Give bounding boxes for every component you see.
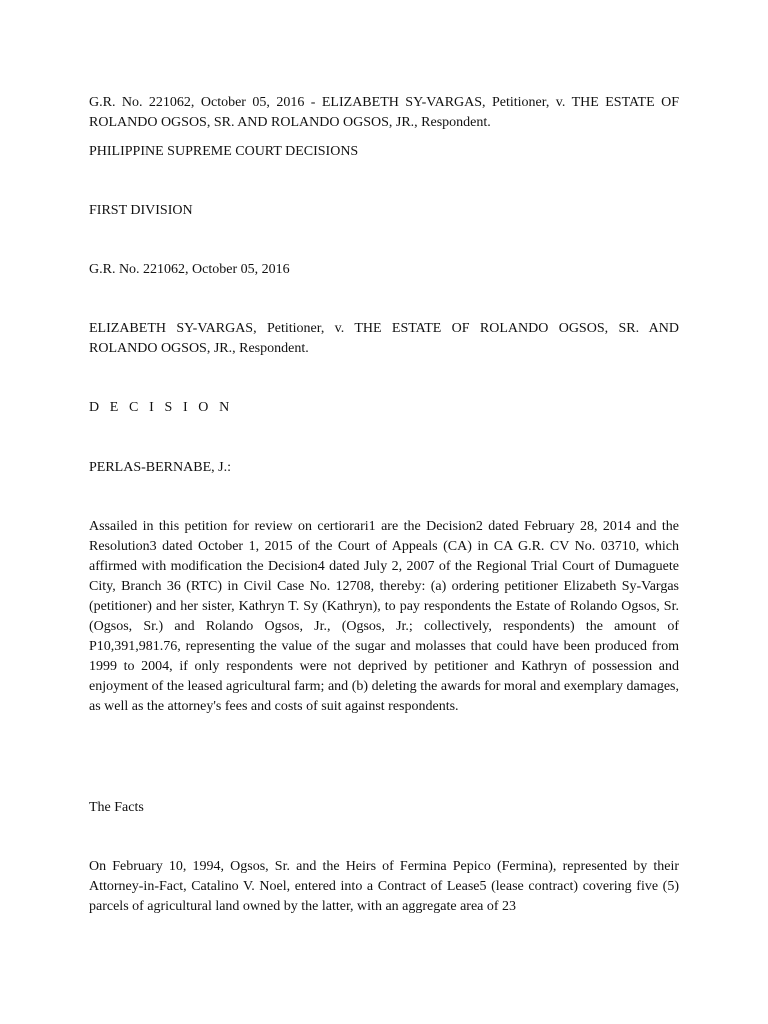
- facts-heading: The Facts: [89, 800, 144, 815]
- facts-paragraph: On February 10, 1994, Ogsos, Sr. and the Heirs of Fermina Pepico (Fermina), represented by their Attorney-in-Fact, Catalino V. Noel, entered into a Contract of Lease5 (lease contract) covering five (5) parcels of agricultural land owned by the latter, with an aggregate area of 23: [89, 859, 679, 914]
- opening-paragraph: Assailed in this petition for review on certiorari1 are the Decision2 dated February 28, 2014 and the Resolution3 dated October 1, 2015 of the Court of Appeals (CA) in CA G.R. CV No. 03710, which affirmed with modification the Decision4 dated July 2, 2007 of the Regional Trial Court of Dumaguete City, Branch 36 (RTC) in Civil Case No. 12708, thereby: (a) ordering petitioner Elizabeth Sy-Vargas (petitioner) and her sister, Kathryn T. Sy (Kathryn), to pay respondents the Estate of Rolando Ogsos, Sr. (Ogsos, Sr.) and Rolando Ogsos, Jr., (Ogsos, Jr.; collectively, respondents) the amount of P10,391,981.76, representing the value of the sugar and molasses that could have been produced from 1999 to 2004, if only respondents were not deprived by petitioner and Kathryn of possession and enjoyment of the leased agricultural farm; and (b) deleting the awards for moral and exemplary damages, as well as the attorney's fees and costs of suit against respondents.: [89, 519, 679, 714]
- decision-heading: D E C I S I O N: [89, 400, 233, 415]
- case-number: G.R. No. 221062, October 05, 2016: [89, 262, 290, 277]
- case-parties: ELIZABETH SY-VARGAS, Petitioner, v. THE ESTATE OF ROLANDO OGSOS, SR. AND ROLANDO OGSOS, JR., Respondent.: [89, 321, 679, 356]
- document-header-title: G.R. No. 221062, October 05, 2016 - ELIZABETH SY-VARGAS, Petitioner, v. THE ESTATE OF ROLANDO OGSOS, SR. AND ROLANDO OGSOS, JR., Respondent.: [89, 95, 679, 130]
- ponente: PERLAS-BERNABE, J.:: [89, 460, 231, 475]
- collection-title: PHILIPPINE SUPREME COURT DECISIONS: [89, 144, 359, 159]
- division-title: FIRST DIVISION: [89, 203, 193, 218]
